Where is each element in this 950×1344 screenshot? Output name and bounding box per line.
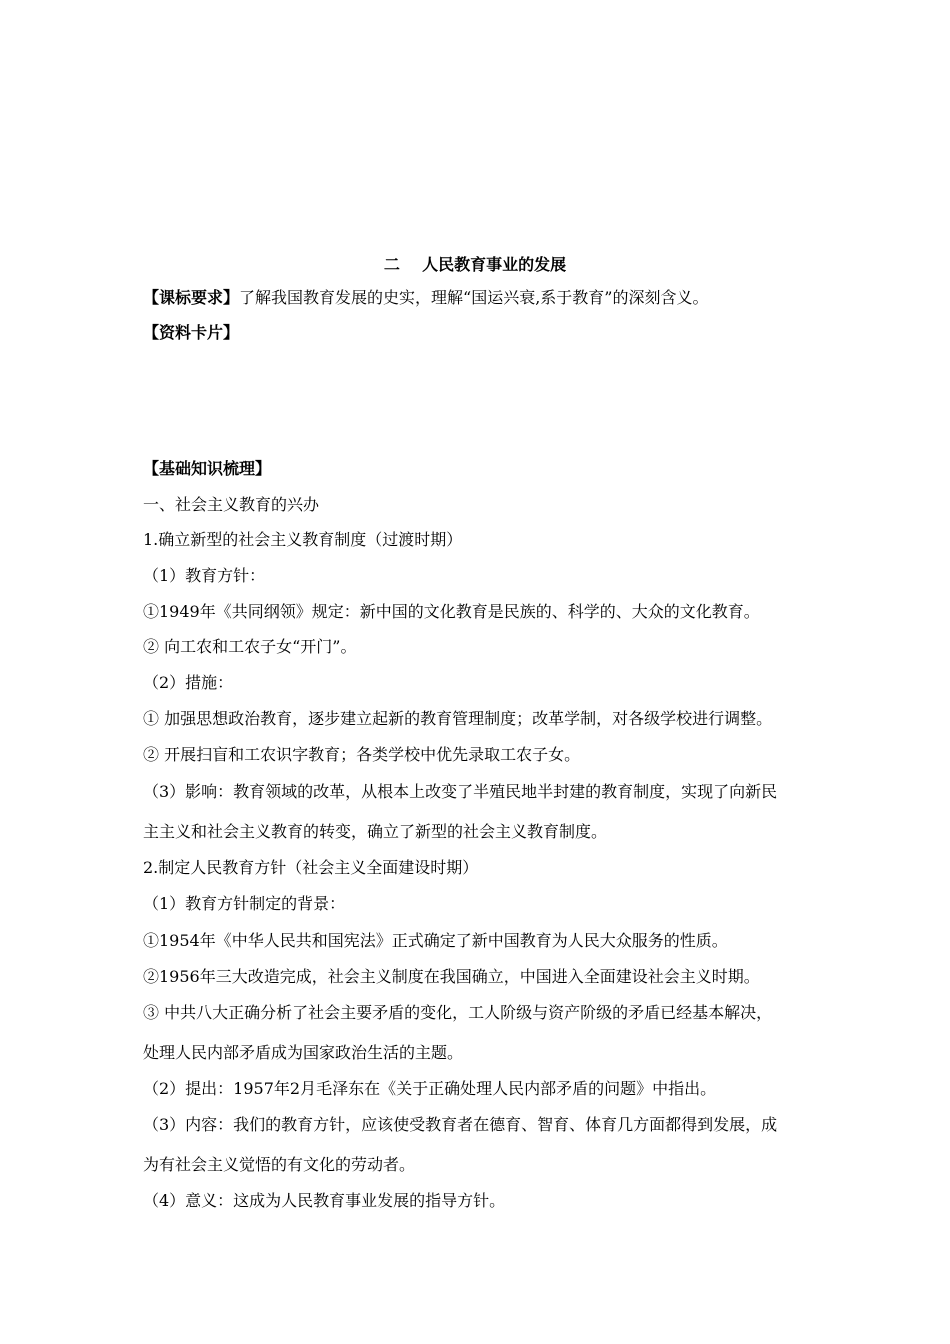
- text-line: ① 加强思想政治教育，逐步建立起新的教育管理制度；改革学制，对各级学校进行调整。: [143, 709, 773, 728]
- text-line: ② 开展扫盲和工农识字教育；各类学校中优先录取工农子女。: [143, 745, 581, 764]
- text-line: （4）意义：这成为人民教育事业发展的指导方针。: [143, 1191, 506, 1210]
- section-heading: 一、社会主义教育的兴办: [143, 495, 320, 514]
- text-line: 主主义和社会主义教育的转变，确立了新型的社会主义教育制度。: [143, 822, 608, 841]
- text-line: （1）教育方针：: [143, 566, 266, 585]
- text-line: 处理人民内部矛盾成为国家政治生活的主题。: [143, 1043, 464, 1062]
- standard-label: 【课标要求】: [143, 288, 240, 307]
- standard-text: 了解我国教育发展的史实，理解“国运兴衰,系于教育”的深刻含义。: [239, 288, 709, 307]
- subsection-heading: 2.制定人民教育方针（社会主义全面建设时期）: [143, 858, 479, 877]
- text-line: ② 向工农和工农子女“开门”。: [143, 637, 357, 656]
- text-line: ①1954年《中华人民共和国宪法》正式确定了新中国教育为人民大众服务的性质。: [143, 931, 728, 950]
- text-line: ②1956年三大改造完成，社会主义制度在我国确立，中国进入全面建设社会主义时期。: [143, 967, 760, 986]
- text-line: （2）提出：1957年2月毛泽东在《关于正确处理人民内部矛盾的问题》中指出。: [143, 1079, 717, 1098]
- text-line: （1）教育方针制定的背景：: [143, 894, 346, 913]
- text-line: （3）内容：我们的教育方针，应该使受教育者在德育、智育、体育几方面都得到发展，成: [143, 1115, 778, 1134]
- standard-requirement-line: [143, 288, 823, 308]
- text-line: （3）影响：教育领域的改革，从根本上改变了半殖民地半封建的教育制度，实现了向新民: [143, 782, 778, 801]
- text-line: （2）措施：: [143, 673, 234, 692]
- card-label: 【资料卡片】: [143, 323, 240, 342]
- text-line: ①1949年《共同纲领》规定：新中国的文化教育是民族的、科学的、大众的文化教育。: [143, 602, 760, 621]
- subsection-heading: 1.确立新型的社会主义教育制度（过渡时期）: [143, 530, 463, 549]
- basic-knowledge-label: 【基础知识梳理】: [143, 459, 272, 478]
- text-line: ③ 中共八大正确分析了社会主要矛盾的变化，工人阶级与资产阶级的矛盾已经基本解决，: [143, 1003, 773, 1022]
- page-title: 二 人民教育事业的发展: [383, 255, 567, 274]
- text-line: 为有社会主义觉悟的有文化的劳动者。: [143, 1155, 416, 1174]
